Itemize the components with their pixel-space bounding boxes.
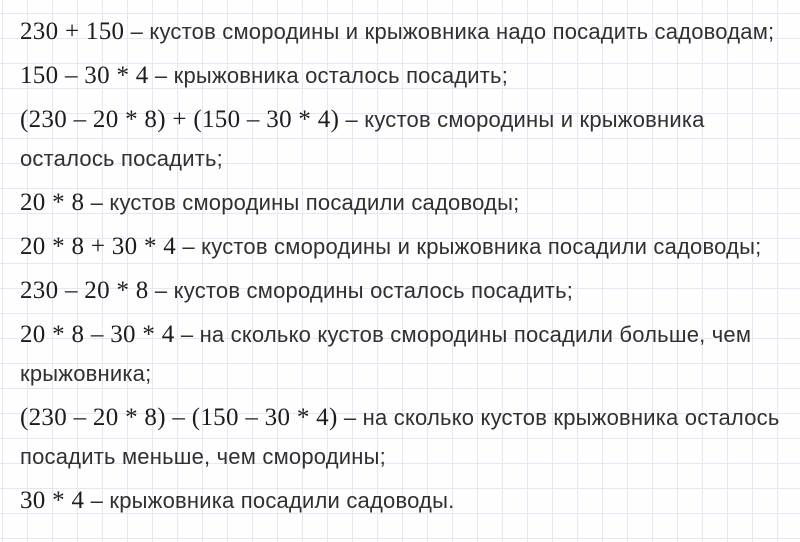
dash-separator: – bbox=[154, 278, 168, 303]
statement-description: кустов смородины и крыжовника осталось посадить; bbox=[20, 107, 705, 171]
statement-formula: 20 * 8 bbox=[20, 189, 85, 216]
dash-separator: – bbox=[182, 234, 195, 259]
statement-formula: 230 + 150 bbox=[20, 18, 125, 45]
statement-description: крыжовника осталось посадить; bbox=[173, 63, 509, 88]
statement-formula: 150 – 30 * 4 bbox=[20, 62, 149, 89]
statement-formula: (230 – 20 * 8) + (150 – 30 * 4) bbox=[20, 106, 340, 133]
statement-row bbox=[20, 12, 785, 51]
statement-formula: 20 * 8 + 30 * 4 bbox=[20, 233, 177, 260]
statement-row bbox=[20, 315, 785, 393]
dash-separator: – bbox=[90, 190, 104, 215]
statement-formula: 30 * 4 bbox=[20, 487, 85, 514]
statement-formula: 230 – 20 * 8 bbox=[20, 277, 149, 304]
statement-description: на сколько кустов крыжовника осталось посадить меньше, чем смородины; bbox=[20, 405, 780, 469]
statement-row bbox=[20, 481, 785, 520]
dash-separator: – bbox=[130, 19, 144, 44]
statement-row bbox=[20, 100, 785, 178]
statement-row bbox=[20, 398, 785, 476]
statement-description: кустов смородины и крыжовника посадили садоводы; bbox=[201, 234, 762, 259]
dash-separator: – bbox=[343, 405, 357, 430]
statement-row bbox=[20, 56, 785, 95]
dash-separator: – bbox=[180, 322, 194, 347]
statement-row bbox=[20, 227, 785, 266]
statement-description: кустов смородины посадили садоводы; bbox=[109, 190, 520, 215]
statement-row bbox=[20, 271, 785, 310]
dash-separator: – bbox=[345, 107, 358, 132]
statement-description: кустов смородины осталось посадить; bbox=[173, 278, 574, 303]
statement-formula: 20 * 8 – 30 * 4 bbox=[20, 321, 175, 348]
statement-description: на сколько кустов смородины посадили больше, чем крыжовника; bbox=[20, 322, 752, 386]
statement-formula: (230 – 20 * 8) – (150 – 30 * 4) bbox=[20, 404, 338, 431]
statement-row bbox=[20, 183, 785, 222]
dash-separator: – bbox=[90, 488, 104, 513]
statement-description: крыжовника посадили садоводы. bbox=[109, 488, 455, 513]
dash-separator: – bbox=[154, 63, 168, 88]
statement-description: кустов смородины и крыжовника надо посадить садоводам; bbox=[149, 19, 775, 44]
